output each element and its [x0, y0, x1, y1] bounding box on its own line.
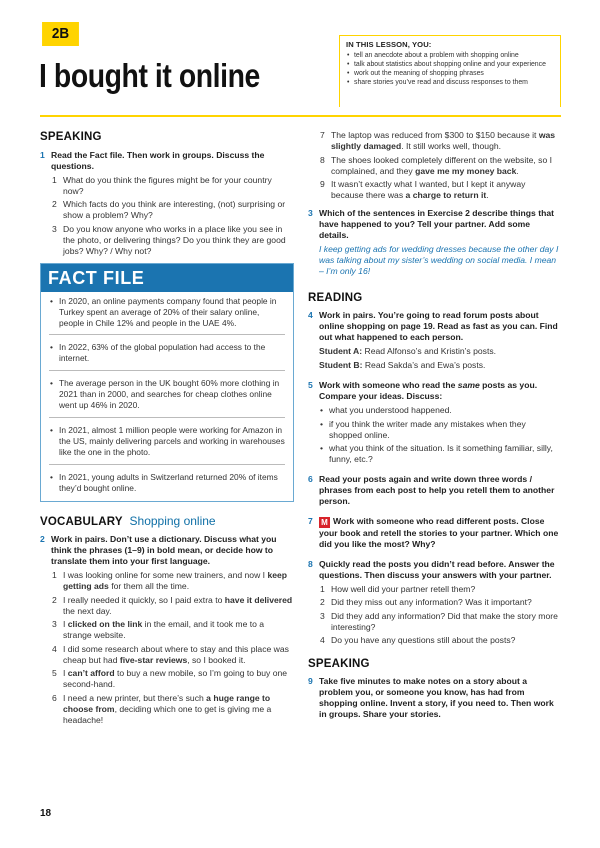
vocab-phrase: was slightly damaged — [331, 130, 556, 151]
vocab-item — [52, 644, 294, 666]
item-text: I can’t afford to buy a new mobile, so I’m going to buy one second-hand. — [63, 668, 288, 690]
exercise-9 — [308, 676, 560, 720]
item-number: 3 — [52, 223, 57, 234]
item-number: 4 — [52, 643, 57, 654]
exercise-number: 2 — [40, 534, 45, 545]
exercise-3 — [308, 208, 560, 241]
item-text: I did some research about where to stay and this place was cheap but had five-star reviews, so I booked it. — [63, 643, 289, 665]
lesson-objective: • work out the meaning of shopping phrases — [346, 69, 554, 78]
speaking-heading: SPEAKING — [40, 131, 102, 143]
vocabulary-subtitle: Shopping online — [129, 513, 216, 528]
exercise-2 — [40, 534, 294, 567]
exercise-instruction: Work with someone who read the same posts as you. Compare your ideas. Discuss: — [319, 380, 538, 402]
question-item — [320, 584, 560, 595]
item-text: It wasn’t exactly what I wanted, but I kept it anyway because there was a charge to return it. — [331, 179, 526, 200]
item-text: Did they miss out any information? Was it important? — [331, 597, 532, 608]
item-number: 4 — [320, 635, 325, 646]
item-text: Do you know anyone who works in a place like you see in the photo, or delivering things? Do you think they are good jobs? Why? / Why not? — [63, 223, 286, 256]
exercise-5-bullets — [308, 405, 560, 465]
vocab-phrase: a huge range to choose from — [63, 692, 271, 714]
exercise-number: 8 — [308, 558, 313, 569]
item-number: 2 — [52, 199, 57, 210]
student-b-task: Student B: Read Sakda’s and Ewa’s posts. — [319, 360, 486, 371]
lesson-objective: • tell an anecdote about a problem with shopping online — [346, 51, 554, 60]
fact-file-heading: FACT FILE — [41, 264, 293, 292]
left-column — [40, 130, 294, 728]
exercise-instruction: Work in pairs. You’re going to read forum posts about online shopping on page 19. Read as fast as you can. Find out what happened to each person. — [319, 310, 558, 343]
exercise-number: 6 — [308, 473, 313, 484]
vocab-item — [52, 595, 294, 617]
right-column — [308, 130, 560, 723]
lesson-objectives-list — [346, 51, 554, 87]
item-text: The laptop was reduced from $300 to $150 because it was slightly damaged. It still works well, though. — [331, 130, 556, 151]
vocabulary-items-right — [308, 130, 560, 201]
unit-label: 2B — [42, 22, 79, 46]
exercise-4 — [308, 310, 560, 343]
item-text: Do you have any questions still about the posts? — [331, 635, 516, 646]
exercise-number: 7 — [308, 515, 313, 526]
page-number: 18 — [40, 808, 52, 819]
fact-item: • In 2020, an online payments company found that people in Turkey spent an average of 20% of their salary online, people in Chile 12% and people in the UAE 4%. — [49, 296, 285, 336]
exercise-6 — [308, 474, 560, 507]
exercise-number: 5 — [308, 380, 313, 391]
exercise-number: 9 — [308, 676, 313, 687]
vocab-phrase: keep getting ads — [63, 570, 288, 592]
item-text: I was looking online for some new trainers, and now I keep getting ads for them all the time. — [63, 570, 288, 592]
exercise-5 — [308, 380, 560, 402]
vocab-item — [52, 570, 294, 592]
exercise-instruction: Read your posts again and write down three words / phrases from each post to help you retell them to another person. — [319, 473, 555, 506]
fact-item: • In 2021, almost 1 million people were working for Amazon in the US, mainly delivering parcels and working in warehouses like the one in the photo. — [49, 425, 285, 465]
item-text: I really needed it quickly, so I paid extra to have it delivered the next day. — [63, 594, 293, 616]
vocab-item — [320, 155, 560, 177]
lesson-objectives-heading: IN THIS LESSON, YOU: — [346, 40, 432, 49]
exercise-8-questions — [308, 584, 560, 647]
lesson-objective: • share stories you’ve read and discuss responses to them — [346, 78, 554, 87]
item-text: The shoes looked completely different on the website, so I complained, and they gave me my money back. — [331, 154, 553, 176]
item-number: 5 — [52, 668, 57, 679]
item-number: 2 — [52, 594, 57, 605]
vocabulary-items-left — [40, 570, 294, 726]
lesson-objectives-box — [339, 35, 561, 107]
question-item — [320, 635, 560, 646]
fact-item: • In 2021, young adults in Switzerland returned 20% of items they’d bought online. — [49, 472, 285, 498]
page-title: I bought it online — [39, 57, 260, 94]
item-text: Which facts do you think are interesting, (not) surprising or show a problem? Why? — [63, 199, 286, 221]
example-answer: I keep getting ads for wedding dresses because the other day I was talking about my sister’s wedding on social media. I mean – I’m only 16! — [319, 243, 559, 276]
question-item — [52, 175, 294, 197]
vocab-item — [320, 179, 560, 201]
vocab-item — [52, 693, 294, 726]
vocab-item — [52, 619, 294, 641]
item-number: 2 — [320, 597, 325, 608]
item-text: What do you think the figures might be for your country now? — [63, 174, 272, 196]
exercise-number: 1 — [40, 149, 45, 160]
fact-file-list — [41, 292, 293, 501]
vocab-phrase: gave me my money back — [415, 165, 517, 176]
exercise-instruction: Read the Fact file. Then work in groups. Discuss the questions. — [51, 149, 265, 171]
vocab-item — [320, 130, 560, 152]
vocab-phrase: clicked on the link — [67, 619, 143, 630]
exercise-number: 3 — [308, 207, 313, 218]
student-a-task: Student A: Read Alfonso’s and Kristin’s posts. — [319, 346, 497, 357]
item-number: 7 — [320, 130, 325, 140]
item-text: How well did your partner retell them? — [331, 583, 476, 594]
exercise-8 — [308, 559, 560, 581]
item-text: Did they add any information? Did that make the story more interesting? — [331, 610, 558, 632]
exercise-instruction: M Work with someone who read different posts. Close your book and retell the stories to your partner. Which one did you like the most? Why? — [319, 515, 559, 549]
exercise-instruction: Which of the sentences in Exercise 2 describe things that have happened to you? Tell your partner. Add some details. — [319, 207, 554, 240]
fact-item: • In 2022, 63% of the global population had access to the internet. — [49, 342, 285, 371]
item-number: 3 — [52, 619, 57, 630]
item-number: 3 — [320, 610, 325, 621]
exercise-instruction: Quickly read the posts you didn’t read before. Answer the questions. Then discuss your answers with your partner. — [319, 558, 555, 580]
exercise-instruction: Work in pairs. Don’t use a dictionary. Discuss what you think the phrases (1–9) in bold mean, or decide how to translate them into your first language. — [51, 534, 277, 567]
title-rule — [40, 115, 561, 117]
item-number: 8 — [320, 154, 325, 165]
question-item — [320, 597, 560, 608]
discussion-point: • what you understood happened. — [319, 405, 560, 416]
question-item — [320, 611, 560, 633]
item-number: 1 — [52, 570, 57, 581]
question-item — [52, 199, 294, 221]
exercise-1-questions — [40, 175, 294, 257]
item-text: I clicked on the link in the email, and it took me to a strange website. — [63, 619, 265, 641]
item-number: 1 — [320, 583, 325, 594]
reading-heading: READING — [308, 291, 363, 304]
exercise-number: 4 — [308, 310, 313, 321]
vocabulary-heading — [40, 514, 294, 530]
item-number: 1 — [52, 174, 57, 185]
vocab-phrase: a charge to return it — [405, 190, 487, 200]
exercise-7 — [308, 516, 560, 550]
vocabulary-title: VOCABULARY — [40, 515, 123, 528]
discussion-point: • if you think the writer made any mistakes when they shopped online. — [319, 419, 560, 441]
question-item — [52, 224, 294, 257]
item-number: 6 — [52, 692, 57, 703]
vocab-item — [52, 668, 294, 690]
vocab-phrase: five-star reviews — [119, 654, 188, 665]
vocab-phrase: can’t afford — [67, 668, 115, 679]
fact-file-box — [40, 263, 294, 502]
speaking-heading-2: SPEAKING — [308, 657, 370, 670]
lesson-objective: • talk about statistics about shopping online and your experience — [346, 60, 554, 69]
vocab-phrase: have it delivered — [224, 594, 293, 605]
item-text: I need a new printer, but there’s such a huge range to choose from, deciding which one to get is giving me a headache! — [63, 692, 272, 725]
fact-item: • The average person in the UK bought 60% more clothing in 2021 than in 2000, and searches for cheap clothes online went up 46% in 2020. — [49, 378, 285, 418]
exercise-instruction: Take five minutes to make notes on a story about a problem you, or someone you know, has had from shopping online. Invent a story, if you need to. Then work in groups. Share your stories. — [319, 676, 554, 720]
mediation-badge: M — [319, 517, 330, 528]
item-number: 9 — [320, 179, 325, 189]
exercise-1 — [40, 150, 294, 172]
discussion-point: • what you think of the situation. Is it something familiar, silly, funny, etc.? — [319, 443, 560, 465]
